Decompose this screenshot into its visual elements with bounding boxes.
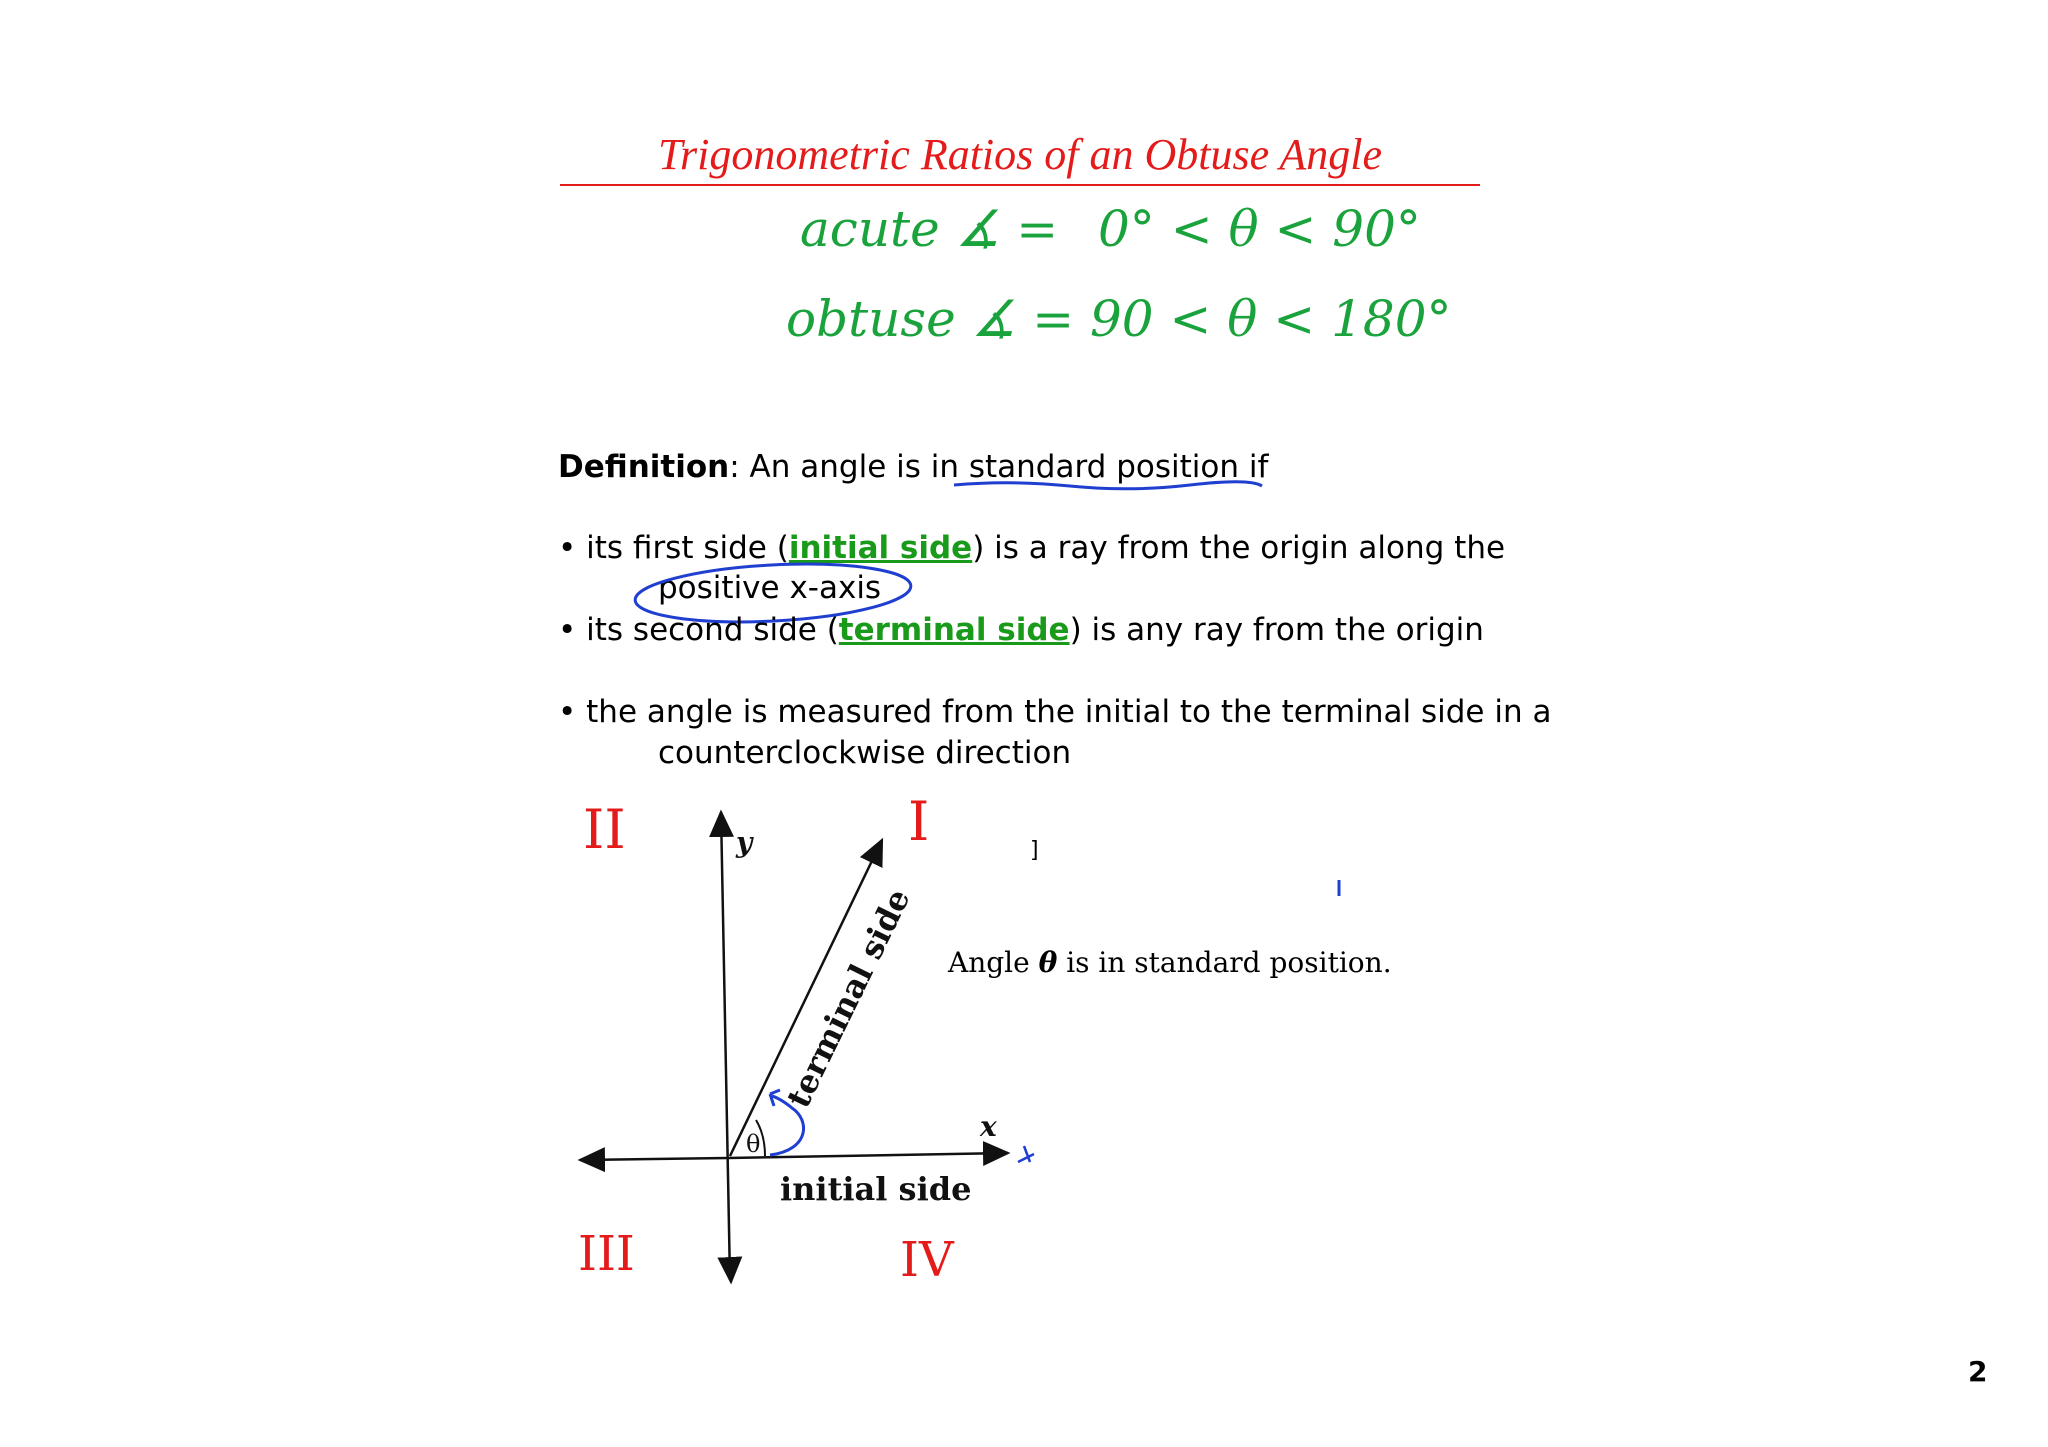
quadrant-3-label: III — [578, 1226, 635, 1282]
note-obtuse-label: obtuse ∡ = — [786, 290, 1075, 348]
stray-bracket: ] — [1030, 838, 1039, 863]
quadrant-2-label: II — [583, 798, 626, 861]
y-axis-down — [730, 1260, 731, 1282]
bullet1-post: ) is a ray from the origin along the — [972, 530, 1506, 566]
bullet-measurement-cont: counterclockwise direction — [658, 735, 1072, 771]
initial-side-label: initial side — [780, 1170, 972, 1208]
caption-post: is in standard position. — [1057, 946, 1392, 979]
quadrant-4-label: IV — [900, 1232, 954, 1288]
diagram-caption — [948, 946, 1392, 979]
bullet2-post: ) is any ray from the origin — [1069, 612, 1484, 648]
caption-pre: Angle — [948, 946, 1039, 979]
caption-theta: θ — [1038, 946, 1058, 979]
y-axis-label: y — [736, 826, 753, 859]
page-title: Trigonometric Ratios of an Obtuse Angle — [560, 128, 1480, 186]
terminal-side-label: terminal side — [779, 882, 918, 1114]
blue-x-mark — [1018, 1146, 1034, 1162]
bullet1-pre: • its first side ( — [558, 530, 789, 566]
definition-text: : An angle is in standard position if — [729, 449, 1269, 485]
x-axis-left — [580, 1158, 728, 1160]
bullet-initial-cont: positive x-axis — [658, 570, 882, 606]
note-acute-range: 0° < θ < 90° — [1098, 200, 1421, 258]
bullet2-pre: • its second side ( — [558, 612, 839, 648]
initial-side-term: initial side — [788, 530, 973, 566]
bullet-measurement: • the angle is measured from the initial to the terminal side in a — [558, 694, 1552, 730]
x-axis-label: x — [980, 1110, 997, 1143]
quadrant-1-label: I — [908, 790, 930, 853]
theta-label: θ — [746, 1130, 761, 1158]
note-obtuse-range: 90 < θ < 180° — [1090, 290, 1452, 348]
terminal-side-term: terminal side — [838, 612, 1070, 648]
note-acute-label: acute ∡ = — [800, 200, 1059, 258]
blue-underline — [950, 478, 1270, 492]
stray-blue-tick — [1336, 878, 1342, 898]
page-number: 2 — [1968, 1355, 1988, 1388]
definition-label: Definition — [558, 449, 730, 485]
bullet-terminal-side — [558, 610, 1484, 650]
standard-position-diagram — [560, 790, 1080, 1290]
y-axis — [721, 812, 730, 1280]
